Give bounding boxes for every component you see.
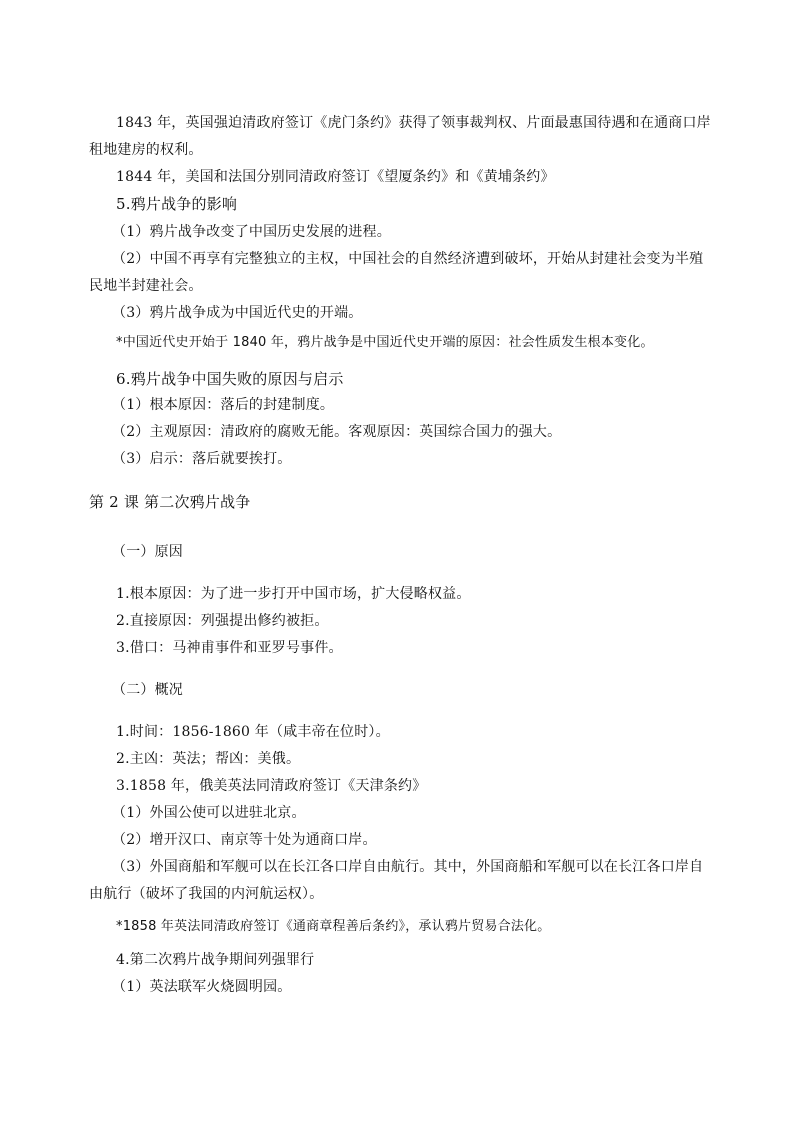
paragraph-1843-line-2: 租地建房的权利。 (89, 142, 203, 158)
overview-3: 3.1858 年，俄美英法同清政府签订《天津条约》 (116, 778, 427, 794)
part-1-title: （一）原因 (112, 544, 183, 560)
cause-2: 2.直接原因：列强提出修约被拒。 (116, 613, 329, 629)
overview-3-item-3-line-1: （3）外国商船和军舰可以在长江各口岸自由航行。其中，外国商船和军舰可以在长江各口岸自 (112, 859, 704, 875)
paragraph-1843-line-1: 1843 年，英国强迫清政府签订《虎门条约》获得了领事裁判权、片面最惠国待遇和在通商口岸 (116, 115, 711, 131)
overview-3-item-1: （1）外国公使可以进驻北京。 (112, 805, 306, 821)
cause-1: 1.根本原因：为了进一步打开中国市场，扩大侵略权益。 (116, 586, 471, 602)
overview-4-item-1: （1）英法联军火烧圆明园。 (112, 979, 292, 995)
lesson-2-title: 第 2 课 第二次鸦片战争 (89, 493, 251, 511)
overview-3-item-2: （2）增开汉口、南京等十处为通商口岸。 (112, 832, 377, 848)
section-5-item-2-line-1: （2）中国不再享有完整独立的主权，中国社会的自然经济遭到破坏，开始从封建社会变为半殖 (112, 251, 704, 267)
paragraph-1844: 1844 年，美国和法国分别同清政府签订《望厦条约》和《黄埔条约》 (116, 169, 555, 185)
overview-2: 2.主凶：英法；帮凶：美俄。 (116, 751, 301, 767)
note-1858: *1858 年英法同清政府签订《通商章程善后条约》，承认鸦片贸易合法化。 (116, 919, 551, 934)
note-1840: *中国近代史开始于 1840 年，鸦片战争是中国近代史开端的原因：社会性质发生根本变化。 (116, 335, 654, 350)
section-6-item-1: （1）根本原因：落后的封建制度。 (112, 397, 335, 413)
section-5-title: 5.鸦片战争的影响 (116, 195, 238, 213)
overview-1: 1.时间：1856-1860 年（咸丰帝在位时）。 (116, 724, 390, 740)
section-5-item-2-line-2: 民地半封建社会。 (89, 278, 203, 294)
section-6-item-2: （2）主观原因：清政府的腐败无能。客观原因：英国综合国力的强大。 (112, 424, 562, 440)
section-6-item-3: （3）启示：落后就要挨打。 (112, 451, 292, 467)
part-2-title: （二）概况 (112, 682, 183, 698)
cause-3: 3.借口：马神甫事件和亚罗号事件。 (116, 640, 343, 656)
overview-3-item-3-line-2: 由航行（破坏了我国的内河航运权）。 (89, 886, 324, 902)
section-5-item-1: （1）鸦片战争改变了中国历史发展的进程。 (112, 224, 391, 240)
overview-4: 4.第二次鸦片战争期间列强罪行 (116, 952, 315, 968)
section-5-item-3: （3）鸦片战争成为中国近代史的开端。 (112, 305, 363, 321)
section-6-title: 6.鸦片战争中国失败的原因与启示 (116, 370, 344, 388)
